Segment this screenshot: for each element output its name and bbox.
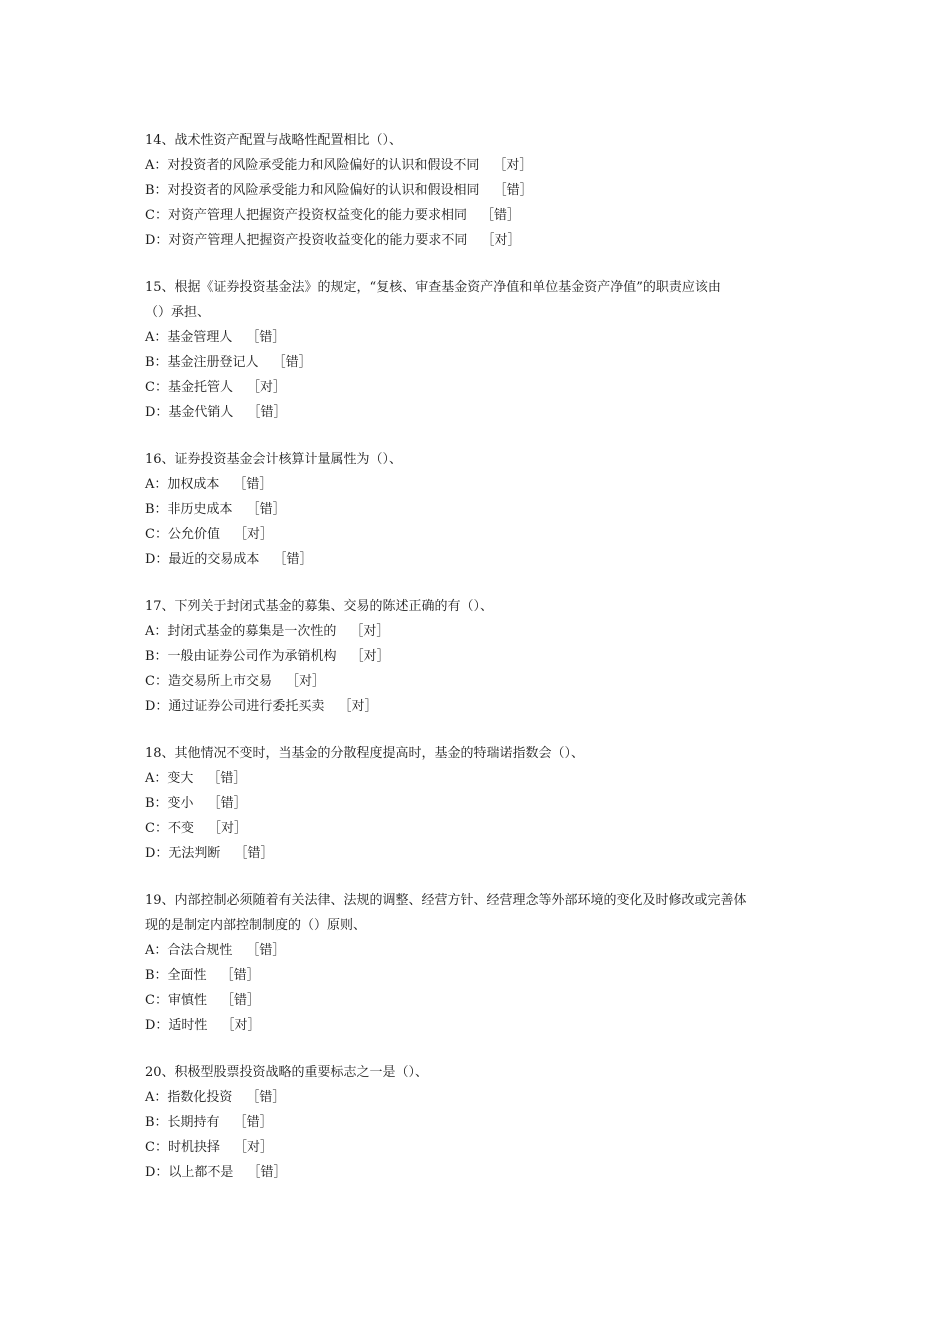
question-text: （）承担、 — [145, 305, 211, 320]
answer-option — [145, 1013, 825, 1038]
answer-mark: ［对］ — [481, 233, 521, 248]
answer-mark: ［错］ — [220, 968, 260, 983]
question-text: 15、根据《证券投资基金法》的规定，“复核、审查基金资产净值和单位基金资产净值”的职责应该由 — [145, 280, 721, 295]
option-text: D：无法判断 — [145, 846, 221, 861]
option-text: C：造交易所上市交易 — [145, 674, 272, 689]
answer-option — [145, 841, 825, 866]
question-spacer — [145, 719, 825, 741]
answer-option — [145, 988, 825, 1013]
question-text: 19、内部控制必须随着有关法律、法规的调整、经营方针、经营理念等外部环境的变化及时修改或完善体 — [145, 893, 747, 908]
question-block — [145, 594, 825, 741]
question-spacer — [145, 253, 825, 275]
answer-mark: ［错］ — [246, 502, 286, 517]
answer-option — [145, 203, 825, 228]
answer-option — [145, 1160, 825, 1185]
answer-option — [145, 547, 825, 572]
answer-mark: ［错］ — [233, 477, 273, 492]
answer-option — [145, 816, 825, 841]
answer-option — [145, 153, 825, 178]
answer-mark: ［对］ — [233, 1140, 273, 1155]
question-spacer — [145, 425, 825, 447]
answer-option — [145, 1085, 825, 1110]
answer-mark: ［错］ — [247, 405, 287, 420]
answer-option — [145, 325, 825, 350]
option-text: D：适时性 — [145, 1018, 208, 1033]
answer-option — [145, 350, 825, 375]
answer-mark: ［对］ — [350, 649, 390, 664]
option-text: A：指数化投资 — [145, 1090, 233, 1105]
answer-mark: ［对］ — [338, 699, 378, 714]
answer-mark: ［对］ — [285, 674, 325, 689]
answer-option — [145, 963, 825, 988]
answer-mark: ［对］ — [233, 527, 273, 542]
option-text: C：时机抉择 — [145, 1140, 220, 1155]
option-text: D：通过证券公司进行委托买卖 — [145, 699, 325, 714]
option-text: D：基金代销人 — [145, 405, 234, 420]
answer-option — [145, 766, 825, 791]
question-block — [145, 275, 825, 447]
answer-option — [145, 1135, 825, 1160]
question-spacer — [145, 572, 825, 594]
answer-option — [145, 644, 825, 669]
question-text: 20、积极型股票投资战略的重要标志之一是（）、 — [145, 1065, 429, 1080]
option-text: A：基金管理人 — [145, 330, 233, 345]
answer-mark: ［错］ — [207, 771, 247, 786]
answer-option — [145, 472, 825, 497]
option-text: B：基金注册登记人 — [145, 355, 259, 370]
option-text: B：长期持有 — [145, 1115, 220, 1130]
question-block — [145, 888, 825, 1060]
answer-mark: ［错］ — [246, 1090, 286, 1105]
question-block — [145, 741, 825, 888]
question-text: 17、下列关于封闭式基金的募集、交易的陈述正确的有（）、 — [145, 599, 494, 614]
option-text: A：封闭式基金的募集是一次性的 — [145, 624, 337, 639]
option-text: A：变大 — [145, 771, 194, 786]
answer-option — [145, 178, 825, 203]
answer-option — [145, 791, 825, 816]
question-block — [145, 447, 825, 594]
answer-mark: ［错］ — [246, 330, 286, 345]
answer-mark: ［对］ — [493, 158, 533, 173]
option-text: C：基金托管人 — [145, 380, 233, 395]
answer-mark: ［错］ — [273, 552, 313, 567]
answer-option — [145, 1110, 825, 1135]
answer-mark: ［错］ — [233, 1115, 273, 1130]
answer-option — [145, 619, 825, 644]
question-text: 16、证券投资基金会计核算计量属性为（）、 — [145, 452, 403, 467]
question-block — [145, 128, 825, 275]
document-page — [145, 128, 825, 1185]
answer-mark: ［对］ — [246, 380, 286, 395]
answer-option — [145, 497, 825, 522]
answer-option — [145, 375, 825, 400]
option-text: A：对投资者的风险承受能力和风险偏好的认识和假设不同 — [145, 158, 480, 173]
answer-mark: ［错］ — [246, 943, 286, 958]
option-text: C：对资产管理人把握资产投资权益变化的能力要求相同 — [145, 208, 467, 223]
answer-option — [145, 400, 825, 425]
option-text: A：合法合规性 — [145, 943, 233, 958]
answer-mark: ［错］ — [220, 993, 260, 1008]
option-text: B：全面性 — [145, 968, 207, 983]
option-text: C：不变 — [145, 821, 194, 836]
question-spacer — [145, 1038, 825, 1060]
answer-mark: ［错］ — [247, 1165, 287, 1180]
answer-mark: ［错］ — [272, 355, 312, 370]
option-text: C：审慎性 — [145, 993, 207, 1008]
question-text: 14、战术性资产配置与战略性配置相比（）、 — [145, 133, 403, 148]
option-text: B：非历史成本 — [145, 502, 233, 517]
answer-mark: ［错］ — [493, 183, 533, 198]
option-text: B：一般由证券公司作为承销机构 — [145, 649, 337, 664]
option-text: D：最近的交易成本 — [145, 552, 260, 567]
question-spacer — [145, 866, 825, 888]
answer-mark: ［对］ — [350, 624, 390, 639]
option-text: A：加权成本 — [145, 477, 220, 492]
question-text: 18、其他情况不变时，当基金的分散程度提高时，基金的特瑞诺指数会（）、 — [145, 746, 585, 761]
option-text: C：公允价值 — [145, 527, 220, 542]
answer-mark: ［错］ — [207, 796, 247, 811]
answer-mark: ［对］ — [207, 821, 247, 836]
option-text: B：变小 — [145, 796, 194, 811]
answer-option — [145, 694, 825, 719]
answer-option — [145, 228, 825, 253]
answer-mark: ［对］ — [221, 1018, 261, 1033]
answer-mark: ［错］ — [234, 846, 274, 861]
option-text: B：对投资者的风险承受能力和风险偏好的认识和假设相同 — [145, 183, 480, 198]
question-text: 现的是制定内部控制制度的（）原则、 — [145, 918, 367, 933]
answer-mark: ［错］ — [480, 208, 520, 223]
answer-option — [145, 669, 825, 694]
answer-option — [145, 938, 825, 963]
option-text: D：以上都不是 — [145, 1165, 234, 1180]
question-block — [145, 1060, 825, 1185]
option-text: D：对资产管理人把握资产投资收益变化的能力要求不同 — [145, 233, 468, 248]
answer-option — [145, 522, 825, 547]
